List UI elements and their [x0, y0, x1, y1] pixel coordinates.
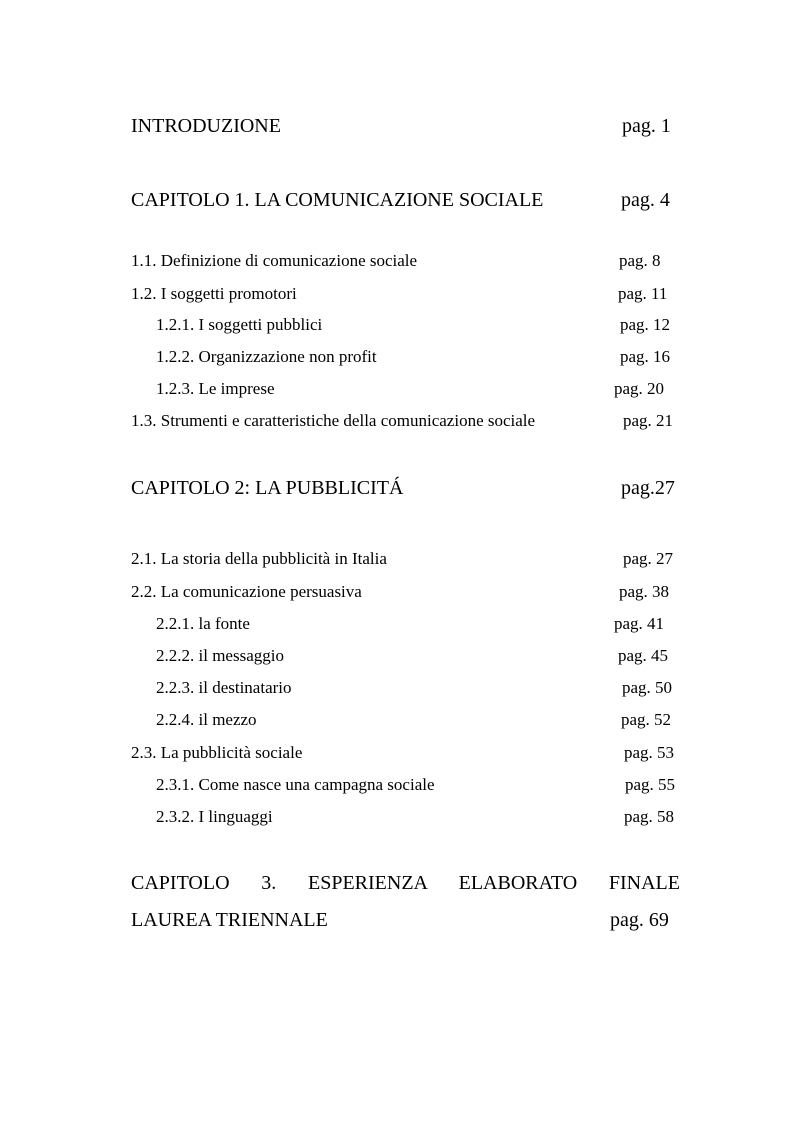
toc-label: 2.3. La pubblicità sociale [131, 743, 303, 762]
toc-label: 2.3.1. Come nasce una campagna sociale [156, 775, 435, 794]
toc-page-ref: pag. 45 [618, 646, 669, 665]
toc-label-continued: LAUREA TRIENNALE [131, 909, 328, 931]
toc-page-ref: pag. 1 [622, 115, 671, 137]
toc-page-ref: pag. 12 [620, 315, 671, 334]
toc-page-ref: pag. 27 [623, 549, 674, 568]
toc-page-ref: pag. 16 [620, 347, 671, 366]
toc-label: 1.2.2. Organizzazione non profit [156, 347, 377, 366]
toc-page-ref: pag.27 [621, 477, 675, 499]
toc-label: 1.2.3. Le imprese [156, 379, 275, 398]
toc-label: CAPITOLO 3. ESPERIENZA ELABORATO FINALE [131, 872, 680, 894]
toc-label: CAPITOLO 2: LA PUBBLICITÁ [131, 477, 404, 499]
toc-label: 2.2.3. il destinatario [156, 678, 292, 697]
toc-page-ref: pag. 4 [621, 189, 670, 211]
toc-label: 2.3.2. I linguaggi [156, 807, 273, 826]
toc-label: 2.2.1. la fonte [156, 614, 250, 633]
toc-label: 2.2. La comunicazione persuasiva [131, 582, 362, 601]
toc-label: 2.1. La storia della pubblicità in Italia [131, 549, 387, 568]
toc-page-ref: pag. 38 [619, 582, 670, 601]
toc-page-ref: pag. 11 [618, 284, 668, 303]
toc-page-ref: pag. 8 [619, 251, 661, 270]
toc-page-ref: pag. 41 [614, 614, 665, 633]
toc-label: 1.2. I soggetti promotori [131, 284, 297, 303]
toc-label: 1.1. Definizione di comunicazione sociale [131, 251, 418, 270]
toc-label: 1.2.1. I soggetti pubblici [156, 315, 323, 334]
toc-label: INTRODUZIONE [131, 115, 281, 137]
toc-page-ref: pag. 50 [622, 678, 673, 697]
toc-label: 2.2.2. il messaggio [156, 646, 284, 665]
toc-page-ref: pag. 53 [624, 743, 675, 762]
toc-label: 1.3. Strumenti e caratteristiche della comunicazione sociale [131, 411, 536, 430]
toc-label: CAPITOLO 1. LA COMUNICAZIONE SOCIALE [131, 189, 544, 211]
toc-label: 2.2.4. il mezzo [156, 710, 257, 729]
toc-page-ref: pag. 20 [614, 379, 665, 398]
toc-page-ref: pag. 21 [623, 411, 674, 430]
toc-page-ref: pag. 55 [625, 775, 676, 794]
toc-page-ref: pag. 58 [624, 807, 675, 826]
toc-page-ref: pag. 52 [621, 710, 672, 729]
toc-page-ref: pag. 69 [610, 909, 669, 931]
